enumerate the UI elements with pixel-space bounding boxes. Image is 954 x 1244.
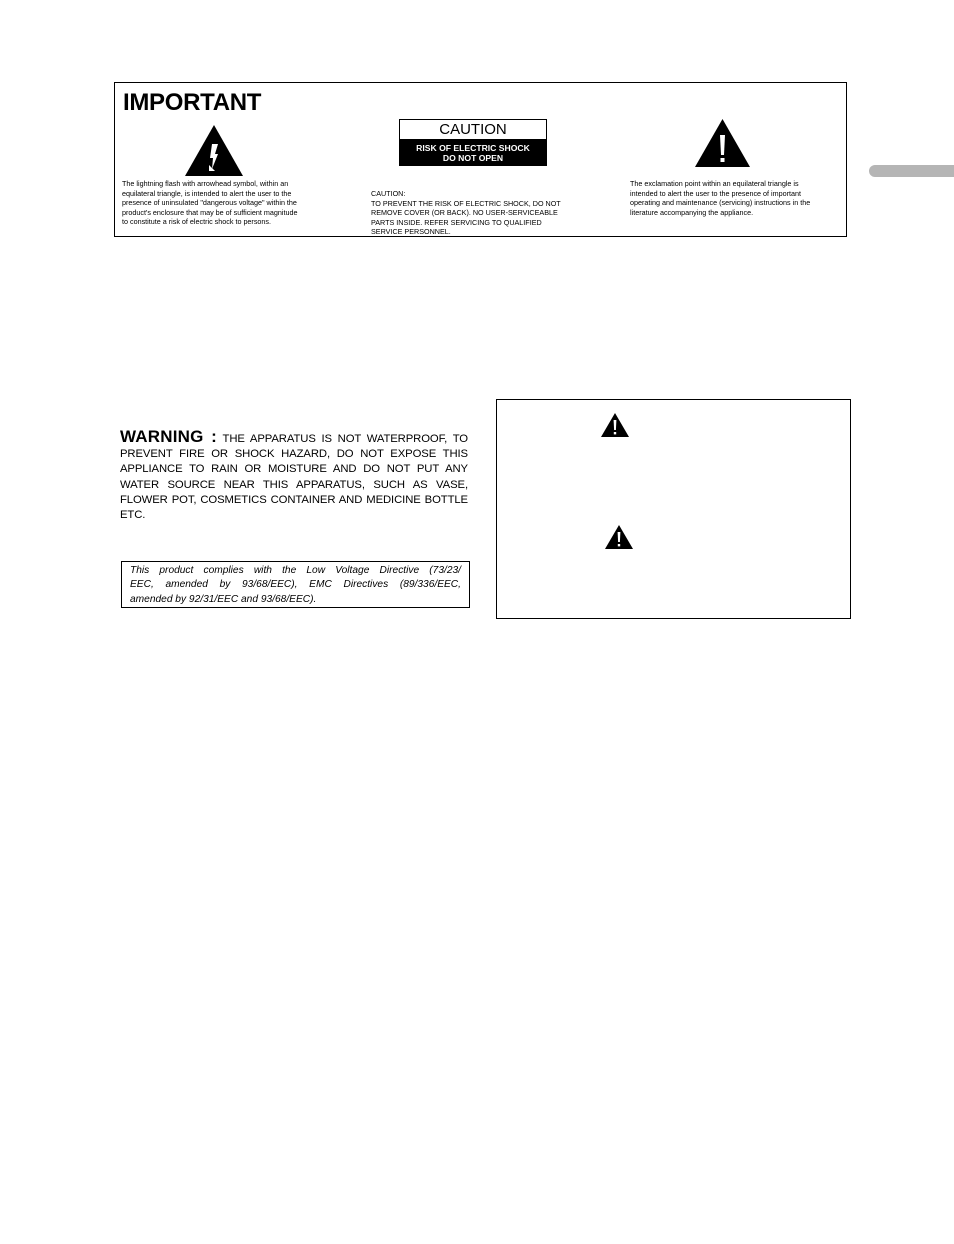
text-line: equilateral triangle, is intended to alert the user to the [122, 188, 292, 198]
caution-label-header: CAUTION [400, 120, 546, 140]
exclamation-triangle-icon [601, 413, 629, 437]
exclamation-triangle-icon [605, 525, 633, 549]
compliance-notice [121, 561, 470, 608]
text-line: REMOVE COVER (OR BACK). NO USER-SERVICEABLE [371, 208, 558, 218]
text-line: intended to alert the user to the presence of important [630, 188, 802, 198]
text-line: CAUTION: [371, 189, 406, 198]
lightning-triangle-icon [185, 125, 243, 176]
text-line: TO PREVENT THE RISK OF ELECTRIC SHOCK, DO NOT [371, 198, 561, 208]
caution-label-line: RISK OF ELECTRIC SHOCK [416, 143, 530, 153]
caution-label-warning [400, 140, 546, 166]
warning-heading: WARNING : [120, 427, 218, 446]
text-line: PREVENT FIRE OR SHOCK HAZARD, DO NOT EXPOSE THIS [120, 448, 468, 461]
caution-label-line: DO NOT OPEN [442, 153, 504, 163]
text-line: WATER SOURCE NEAR THIS APPARATUS, SUCH AS VASE, [120, 478, 468, 491]
text-line: literature accompanying the appliance. [630, 207, 754, 217]
exclamation-triangle-icon [695, 119, 750, 167]
warning-first-line [120, 429, 468, 447]
text-line: THE APPARATUS IS NOT WATERPROOF, TO [222, 433, 468, 445]
warning-block [120, 429, 468, 523]
text-line: EEC, amended by 93/68/EEC), EMC Directives (89/336/EEC, [130, 579, 461, 591]
safety-notice-box [496, 399, 851, 619]
text-line: operating and maintenance (servicing) instructions in the [630, 198, 811, 208]
text-line: APPLIANCE TO RAIN OR MOISTURE AND DO NOT PUT ANY [120, 463, 468, 476]
text-line: ETC. [120, 509, 146, 522]
important-title: IMPORTANT [123, 89, 262, 116]
text-line: The exclamation point within an equilateral triangle is [630, 179, 799, 188]
text-line: to constitute a risk of electric shock to persons. [122, 217, 272, 227]
text-line: PARTS INSIDE. REFER SERVICING TO QUALIFIED [371, 217, 542, 227]
exclamation-symbol-description [630, 179, 841, 217]
text-line: SERVICE PERSONNEL. [371, 227, 451, 237]
text-line: FLOWER POT, COSMETICS CONTAINER AND MEDICINE BOTTLE [120, 493, 468, 506]
important-notice-box [114, 82, 847, 237]
caution-label [399, 119, 547, 166]
text-line: This product complies with the Low Voltage Directive (73/23/ [130, 565, 461, 576]
text-line: product's enclosure that may be of sufficient magnitude [122, 207, 298, 217]
lightning-symbol-description [122, 179, 328, 227]
text-line: presence of uninsulated "dangerous voltage" within the [122, 198, 297, 208]
text-line: The lightning flash with arrowhead symbol, within an [122, 179, 289, 188]
text-line: amended by 92/31/EEC and 93/68/EEC). [130, 593, 317, 605]
section-tab-marker [869, 165, 954, 177]
caution-description [371, 189, 590, 237]
